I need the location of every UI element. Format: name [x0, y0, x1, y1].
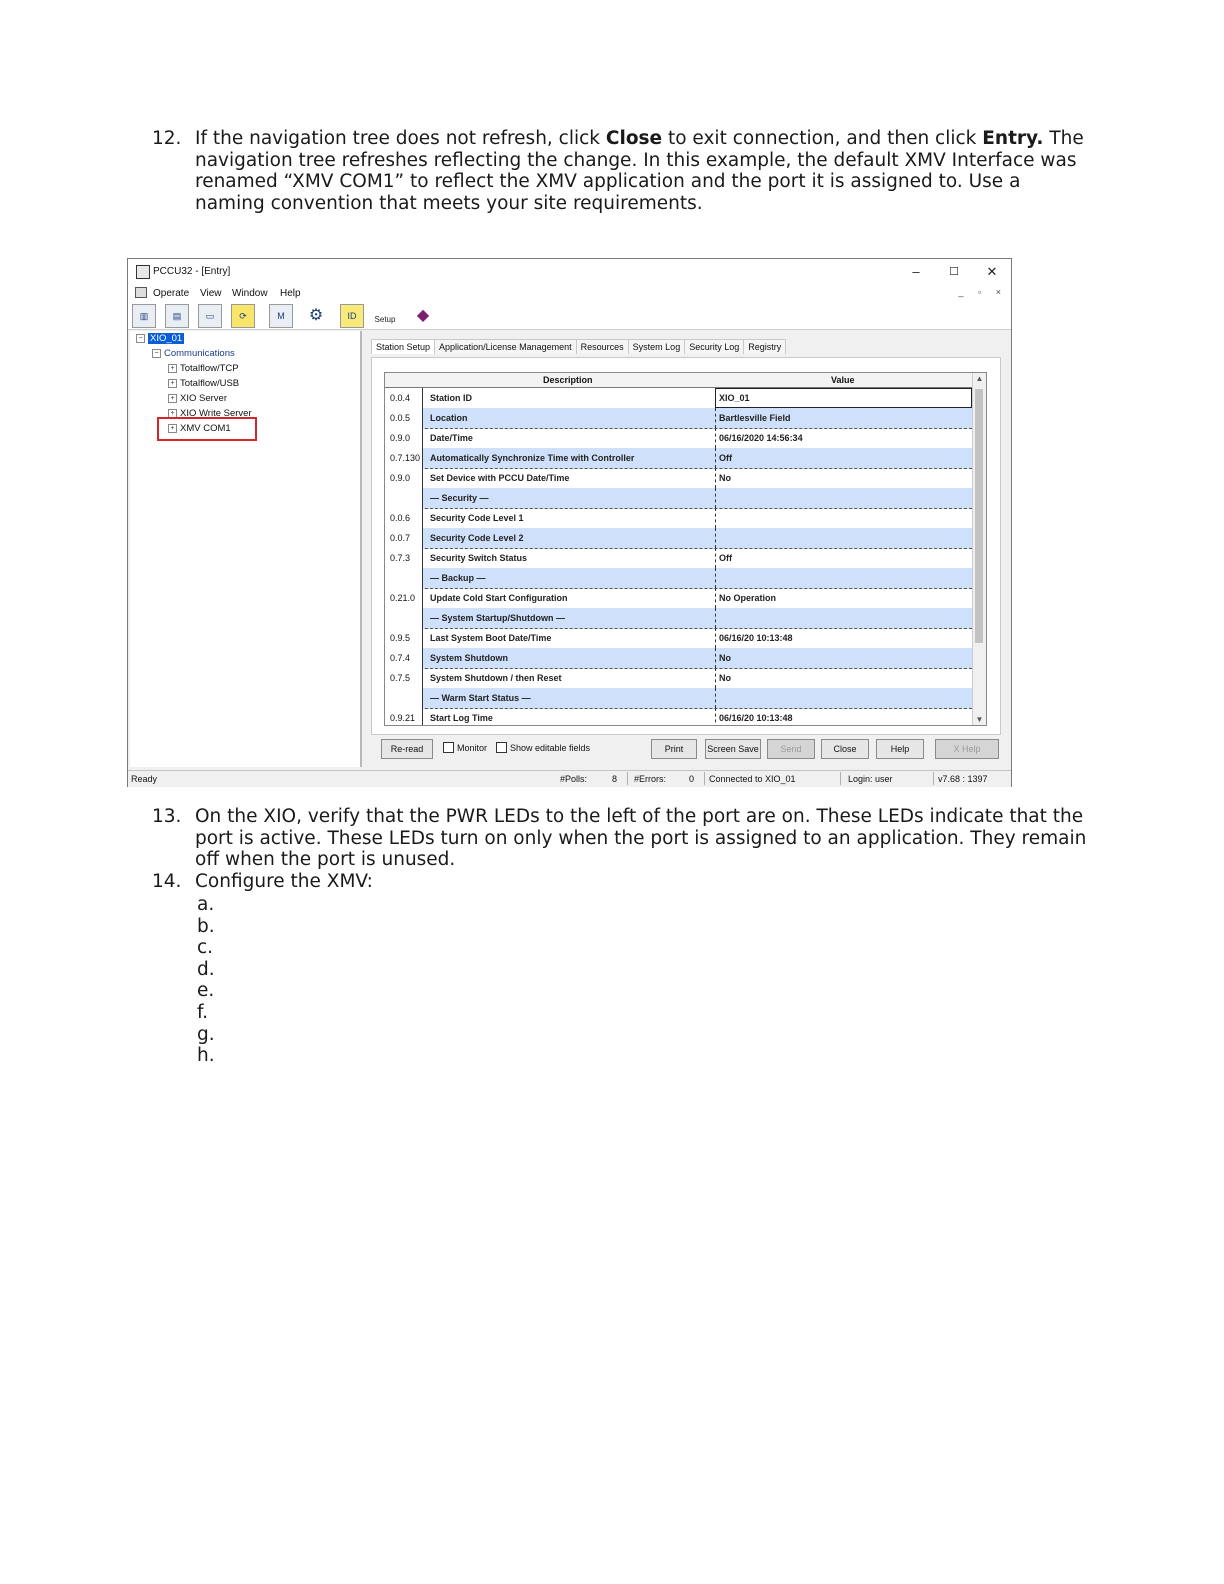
- app-icon: [136, 265, 150, 279]
- table-row[interactable]: [385, 468, 972, 489]
- header-description: Description: [543, 375, 593, 385]
- close-window-button[interactable]: ✕: [986, 264, 998, 279]
- screen-save-button[interactable]: Screen Save: [705, 739, 761, 759]
- tab-application-license[interactable]: Application/License Management: [434, 339, 577, 354]
- register-cell: 0.7.5: [385, 668, 423, 688]
- close-button[interactable]: Close: [821, 739, 869, 759]
- menu-help[interactable]: Help: [280, 288, 301, 299]
- tab-strip: [371, 339, 785, 355]
- table-row[interactable]: [385, 628, 972, 649]
- description-cell: Set Device with PCCU Date/Time: [430, 473, 570, 483]
- menu-operate[interactable]: Operate: [153, 288, 190, 299]
- register-cell: 0.0.5: [385, 408, 423, 428]
- polls-label: #Polls:: [560, 774, 588, 784]
- xhelp-button[interactable]: X Help: [935, 739, 999, 759]
- value-cell[interactable]: No: [715, 648, 972, 668]
- tab-system-log[interactable]: System Log: [628, 339, 686, 354]
- window-title: PCCU32 - [Entry]: [153, 266, 231, 277]
- tree-root[interactable]: − XIO_01: [136, 333, 184, 344]
- sub-item: d.: [197, 958, 215, 980]
- value-cell[interactable]: 06/16/20 10:13:48: [715, 628, 972, 648]
- grid-header: [385, 373, 972, 388]
- version-label: v7.68 : 1397: [938, 774, 988, 784]
- description-cell: Security Switch Status: [430, 553, 528, 563]
- mdi-doc-icon[interactable]: [135, 287, 147, 298]
- id-icon[interactable]: ID: [340, 304, 364, 328]
- value-cell[interactable]: No: [715, 668, 972, 688]
- status-ready: Ready: [131, 774, 158, 784]
- description-cell: — Warm Start Status —: [430, 693, 531, 703]
- status-bar: [128, 770, 1011, 787]
- value-cell[interactable]: [715, 568, 972, 588]
- sub-item-list: [197, 894, 215, 1067]
- maximize-button[interactable]: ☐: [949, 266, 959, 278]
- value-cell[interactable]: 06/16/2020 14:56:34: [715, 428, 972, 448]
- table-row[interactable]: [385, 428, 972, 449]
- send-button[interactable]: Send: [767, 739, 815, 759]
- description-cell: Station ID: [430, 393, 472, 403]
- status-divider: [933, 772, 934, 785]
- expand-icon[interactable]: +: [168, 424, 177, 433]
- register-cell: 0.9.0: [385, 468, 423, 488]
- description-cell: — Security —: [430, 493, 489, 503]
- collapse-icon[interactable]: −: [152, 349, 161, 358]
- setup-label: Setup: [374, 315, 396, 324]
- highlight-box: [157, 417, 257, 441]
- table-row[interactable]: [385, 488, 972, 509]
- status-divider: [704, 772, 705, 785]
- button-row: [365, 739, 1009, 761]
- register-cell: 0.7.4: [385, 648, 423, 668]
- value-cell[interactable]: [715, 688, 972, 708]
- register-cell: 0.21.0: [385, 588, 423, 608]
- description-cell: System Shutdown / then Reset: [430, 673, 562, 683]
- step-number: 13.: [152, 806, 182, 827]
- help-button[interactable]: Help: [876, 739, 924, 759]
- register-cell: 0.9.0: [385, 428, 423, 448]
- table-row[interactable]: [385, 688, 972, 709]
- description-cell: Location: [430, 413, 468, 423]
- mb-icon[interactable]: M: [269, 304, 293, 328]
- expand-icon[interactable]: +: [168, 394, 177, 403]
- expand-icon[interactable]: +: [168, 364, 177, 373]
- scroll-up-icon[interactable]: ▲: [975, 374, 984, 383]
- tab-registry[interactable]: Registry: [743, 339, 786, 354]
- minimize-button[interactable]: –: [912, 264, 920, 279]
- sub-item: g.: [197, 1023, 215, 1045]
- register-cell: [385, 688, 423, 708]
- table-row[interactable]: [385, 708, 972, 726]
- gear-icon[interactable]: ⚙: [308, 307, 324, 324]
- station-setup-panel: [371, 357, 1001, 735]
- register-cell: 0.0.6: [385, 508, 423, 528]
- value-cell[interactable]: No Operation: [715, 588, 972, 608]
- sub-item: b.: [197, 915, 215, 937]
- value-cell[interactable]: [715, 488, 972, 508]
- table-row[interactable]: [385, 648, 972, 669]
- table-row[interactable]: [385, 608, 972, 629]
- tab-resources[interactable]: Resources: [576, 339, 629, 354]
- value-cell[interactable]: XIO_01: [715, 388, 972, 408]
- status-divider: [840, 772, 841, 785]
- entry-pane: [365, 331, 1009, 767]
- table-row[interactable]: [385, 588, 972, 609]
- sub-item: e.: [197, 980, 215, 1002]
- value-cell[interactable]: [715, 528, 972, 548]
- toolbar: [128, 301, 1011, 330]
- close-ref: Close: [605, 128, 663, 149]
- sub-item: f.: [197, 1001, 209, 1023]
- errors-value: 0: [689, 774, 695, 784]
- table-row[interactable]: [385, 448, 972, 469]
- errors-label: #Errors:: [634, 774, 667, 784]
- entry-ref: Entry.: [982, 128, 1044, 149]
- tree-item[interactable]: + XIO Server: [168, 393, 227, 404]
- sub-item: a.: [197, 894, 215, 915]
- scroll-thumb[interactable]: [975, 389, 983, 643]
- register-cell: 0.9.5: [385, 628, 423, 648]
- header-value: Value: [831, 375, 855, 385]
- setup-icon[interactable]: [373, 304, 397, 328]
- connection-status: Connected to XIO_01: [709, 774, 796, 784]
- value-cell[interactable]: Off: [715, 548, 972, 568]
- menu-bar: [128, 285, 1011, 301]
- device-icon[interactable]: ▥: [132, 304, 156, 328]
- table-row[interactable]: [385, 508, 972, 529]
- description-cell: Update Cold Start Configuration: [430, 593, 568, 603]
- step-number: 12.: [152, 128, 182, 149]
- navigation-tree: [130, 331, 362, 767]
- value-cell[interactable]: [715, 608, 972, 628]
- book-icon[interactable]: ◆: [416, 307, 430, 324]
- register-cell: 0.7.3: [385, 548, 423, 568]
- show-editable-checkbox[interactable]: Show editable fields: [496, 742, 590, 753]
- table-row[interactable]: [385, 568, 972, 589]
- collapse-icon[interactable]: −: [136, 334, 145, 343]
- tree-item[interactable]: + Totalflow/USB: [168, 378, 239, 389]
- description-cell: Date/Time: [430, 433, 473, 443]
- table-row[interactable]: [385, 408, 972, 429]
- expand-icon[interactable]: +: [168, 409, 177, 418]
- value-cell[interactable]: Bartlesville Field: [715, 408, 972, 428]
- sub-item: h.: [197, 1045, 215, 1067]
- sub-item: c.: [197, 937, 214, 959]
- register-cell: 0.9.21: [385, 708, 423, 726]
- refresh-icon[interactable]: ⟳: [231, 304, 255, 328]
- tree-communications[interactable]: − Communications: [152, 348, 235, 359]
- register-cell: 0.0.7: [385, 528, 423, 548]
- description-cell: — Backup —: [430, 573, 486, 583]
- description-cell: — System Startup/Shutdown —: [430, 613, 566, 623]
- description-cell: Security Code Level 2: [430, 533, 524, 543]
- register-cell: [385, 608, 423, 628]
- reread-button[interactable]: Re-read: [381, 739, 433, 759]
- tree-item-xmv-com1[interactable]: + XMV COM1: [168, 423, 231, 434]
- table-row[interactable]: [385, 528, 972, 549]
- mdi-controls[interactable]: _ ▫ ×: [958, 287, 1007, 297]
- table-row[interactable]: [385, 388, 972, 409]
- step-12: 12. If the navigation tree does not refresh, click Close to exit connection, and then click Entry. The navigation tree refreshes reflecting the change. In this example, the default XMV Interface was renamed “XMV COM1” to reflect the XMV application and the port it is assigned to. Use a naming convention that meets your site requirements.: [152, 128, 1084, 214]
- table-row[interactable]: [385, 548, 972, 569]
- entry-icon[interactable]: ▤: [165, 304, 189, 328]
- value-cell[interactable]: Off: [715, 448, 972, 468]
- register-cell: 0.7.130: [385, 448, 423, 468]
- step-number: 14.: [152, 871, 182, 892]
- description-cell: Last System Boot Date/Time: [430, 633, 552, 643]
- value-cell[interactable]: No: [715, 468, 972, 488]
- step-13: 13. On the XIO, verify that the PWR LEDs to the left of the port are on. These LEDs indicate that the port is active. These LEDs turn on only when the port is assigned to an application. They remain off when the port is unused.: [152, 806, 1087, 871]
- tab-security-log[interactable]: Security Log: [684, 339, 744, 354]
- login-status: Login: user: [848, 774, 893, 784]
- tab-station-setup[interactable]: Station Setup: [371, 339, 435, 354]
- description-cell: Security Code Level 1: [430, 513, 524, 523]
- register-cell: 0.0.4: [385, 388, 423, 408]
- pccu32-window: [127, 258, 1012, 787]
- register-cell: [385, 488, 423, 508]
- station-grid: [384, 372, 987, 726]
- status-divider: [627, 772, 628, 785]
- menu-window[interactable]: Window: [232, 288, 268, 299]
- description-cell: System Shutdown: [430, 653, 509, 663]
- monitor-checkbox[interactable]: Monitor: [443, 742, 487, 753]
- grid-scrollbar[interactable]: [972, 373, 986, 725]
- print-button[interactable]: Print: [651, 739, 697, 759]
- expand-icon[interactable]: +: [168, 379, 177, 388]
- value-cell[interactable]: [715, 508, 972, 528]
- polls-value: 8: [612, 774, 618, 784]
- table-row[interactable]: [385, 668, 972, 689]
- value-cell[interactable]: 06/16/20 10:13:48: [715, 708, 972, 726]
- title-bar: [128, 259, 1011, 285]
- description-cell: Start Log Time: [430, 713, 493, 723]
- menu-view[interactable]: View: [200, 288, 222, 299]
- register-cell: [385, 568, 423, 588]
- collect-icon[interactable]: ▭: [198, 304, 222, 328]
- description-cell: Automatically Synchronize Time with Controller: [430, 453, 635, 463]
- scroll-down-icon[interactable]: ▼: [975, 715, 984, 724]
- step-14: 14. Configure the XMV:: [152, 871, 373, 892]
- tree-item[interactable]: + Totalflow/TCP: [168, 363, 239, 374]
- tree-item[interactable]: + XIO Write Server: [168, 408, 252, 419]
